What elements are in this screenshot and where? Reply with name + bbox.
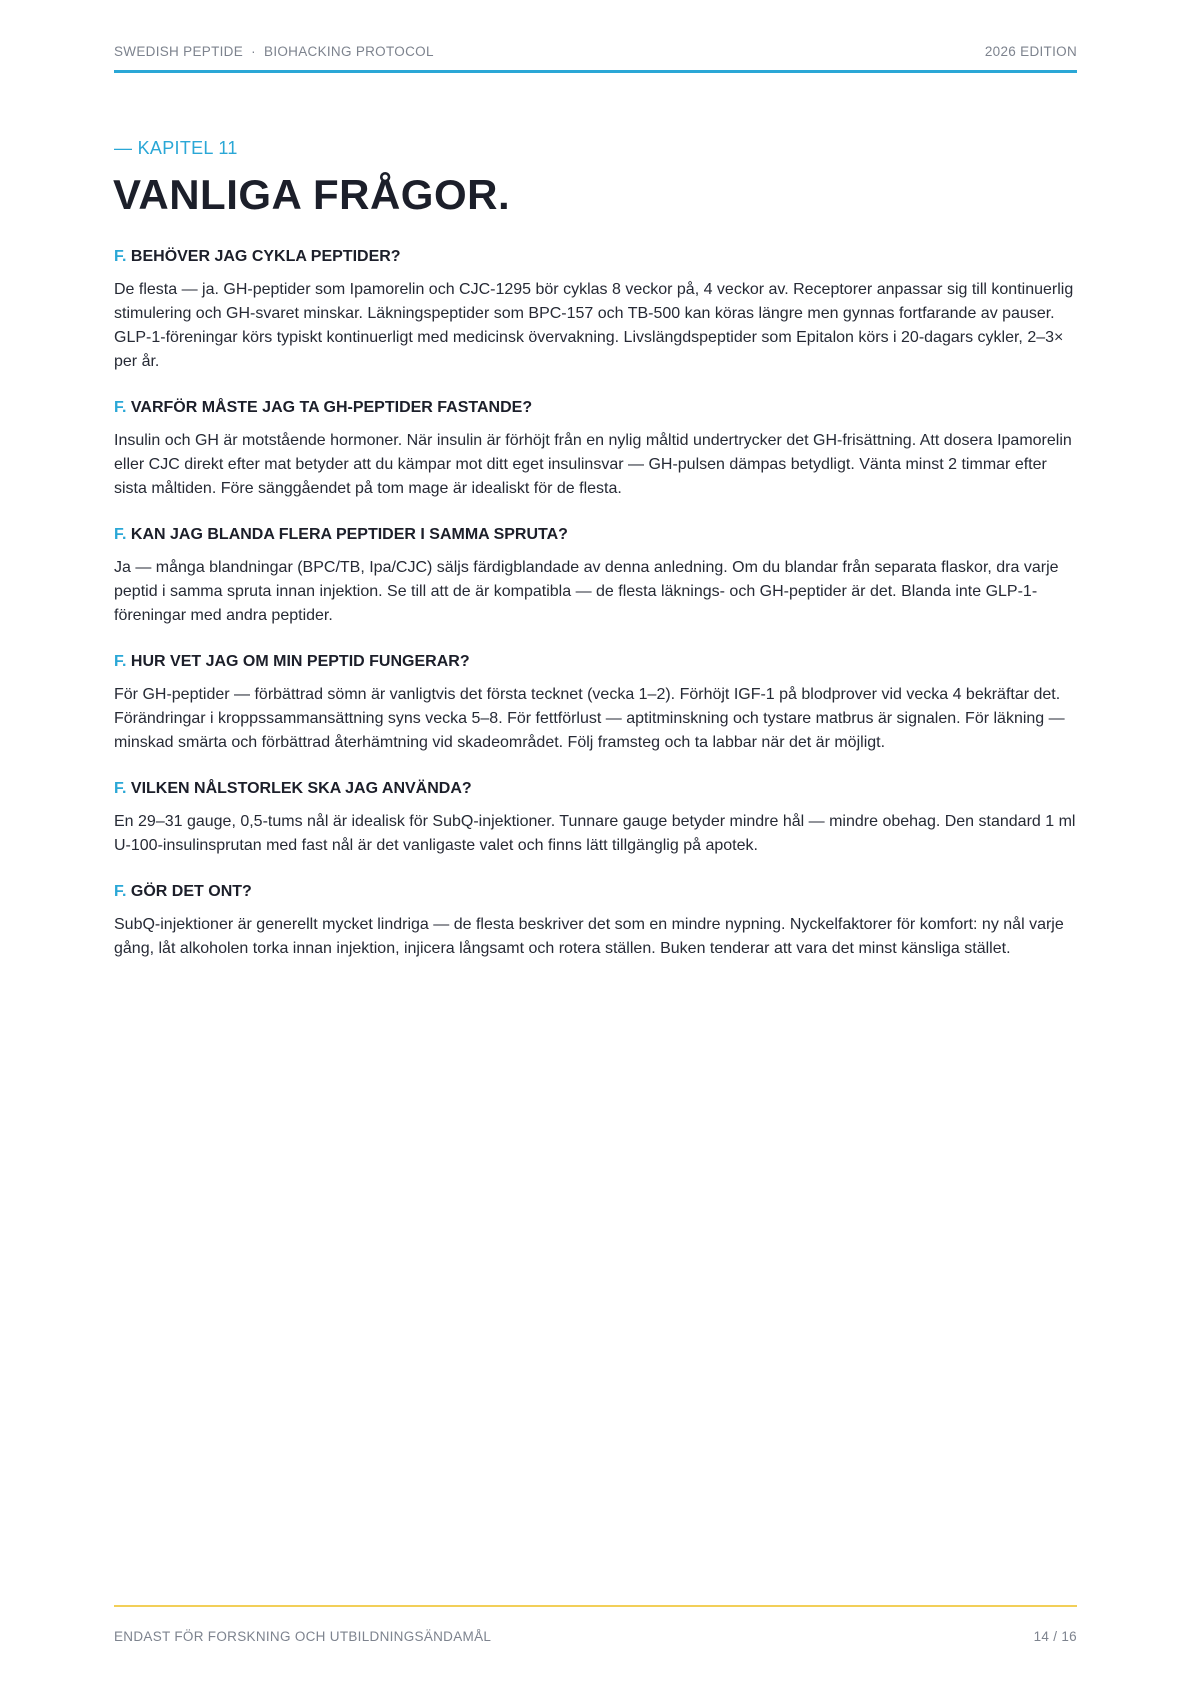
faq-answer: Insulin och GH är motstående hormoner. När insulin är förhöjt från en nylig måltid undertrycker det GH-frisättning. Att dosera Ipamorelin eller CJC direkt efter mat betyder att du kämpar mot ditt eget insulinsvar — GH-pulsen dämpas betydligt. Vänta minst 2 timmar efter sista måltiden. Före sänggåendet på tom mage är idealiskt för de flesta. <box>114 432 1072 497</box>
faq-answer: SubQ-injektioner är generellt mycket lindriga — de flesta beskriver det som en mindre nypning. Nyckelfaktorer för komfort: ny nål varje gång, låt alkoholen torka innan injektion, injicera långsamt och rotera ställen. Buken tenderar att vara det minst känsliga stället. <box>114 916 1064 957</box>
header-edition: 2026 EDITION <box>984 44 1077 59</box>
question-text: VILKEN NÅLSTORLEK SKA JAG ANVÄNDA? <box>130 780 472 797</box>
page-title: VANLIGA FRÅGOR. <box>113 171 511 218</box>
faq-question <box>114 247 1080 267</box>
faq-item <box>114 652 1080 755</box>
faq-question <box>114 652 1080 672</box>
header-publication: SWEDISH PEPTIDE · BIOHACKING PROTOCOL <box>114 44 434 59</box>
faq-item <box>114 882 1080 961</box>
faq-answer: För GH-peptider — förbättrad sömn är vanligtvis det första tecknet (vecka 1–2). Förhöjt IGF-1 på blodprover vid vecka 4 bekräftar det. Förändringar i kroppssammansättning syns vecka 5–8. För fettförlust — aptitminskning och tystare matbrus är signalen. För läkning — minskad smärta och förbättrad återhämtning vid skadeområdet. Följ framsteg och ta labbar när det är möjligt. <box>114 686 1065 751</box>
question-text: BEHÖVER JAG CYKLA PEPTIDER? <box>130 248 401 265</box>
faq-question <box>114 398 1080 418</box>
question-marker: F. <box>114 526 127 543</box>
question-marker: F. <box>114 780 127 797</box>
faq-list <box>114 247 1080 985</box>
question-text: HUR VET JAG OM MIN PEPTID FUNGERAR? <box>130 653 470 670</box>
question-marker: F. <box>114 653 127 670</box>
running-footer <box>114 1605 1077 1647</box>
page-number: 14 / 16 <box>1033 1629 1077 1644</box>
question-text: KAN JAG BLANDA FLERA PEPTIDER I SAMMA SPRUTA? <box>130 526 568 543</box>
faq-question <box>114 525 1080 545</box>
question-marker: F. <box>114 883 127 900</box>
faq-item <box>114 398 1080 501</box>
faq-item <box>114 525 1080 628</box>
faq-answer: En 29–31 gauge, 0,5-tums nål är idealisk för SubQ-injektioner. Tunnare gauge betyder mindre hål — mindre obehag. Den standard 1 ml U-100-insulinsprutan med fast nål är det vanligaste valet och finns lätt tillgänglig på apotek. <box>114 813 1076 854</box>
question-marker: F. <box>114 248 127 265</box>
footer-disclaimer: ENDAST FÖR FORSKNING OCH UTBILDNINGSÄNDAMÅL <box>114 1629 492 1644</box>
question-text: GÖR DET ONT? <box>130 883 252 900</box>
chapter-kicker: — KAPITEL 11 <box>114 138 238 158</box>
faq-answer: De flesta — ja. GH-peptider som Ipamorelin och CJC-1295 bör cyklas 8 veckor på, 4 veckor av. Receptorer anpassar sig till kontinuerlig stimulering och GH-svaret minskar. Läkningspeptider som BPC-157 och TB-500 kan köras längre men gynnas fortfarande av pauser. GLP-1-föreningar körs typiskt kontinuerligt med medicinsk övervakning. Livslängdspeptider som Epitalon körs i 20-dagars cykler, 2–3× per år. <box>114 281 1074 370</box>
running-header <box>114 42 1077 73</box>
faq-answer: Ja — många blandningar (BPC/TB, Ipa/CJC) säljs färdigblandade av denna anledning. Om du blandar från separata flaskor, dra varje peptid i samma spruta innan injektion. Se till att de är kompatibla — de flesta läknings- och GH-peptider är det. Blanda inte GLP-1-föreningar med andra peptider. <box>114 559 1059 624</box>
question-text: VARFÖR MÅSTE JAG TA GH-PEPTIDER FASTANDE? <box>130 399 533 416</box>
faq-question <box>114 779 1080 799</box>
faq-question <box>114 882 1080 902</box>
question-marker: F. <box>114 399 127 416</box>
faq-item <box>114 247 1080 374</box>
faq-item <box>114 779 1080 858</box>
